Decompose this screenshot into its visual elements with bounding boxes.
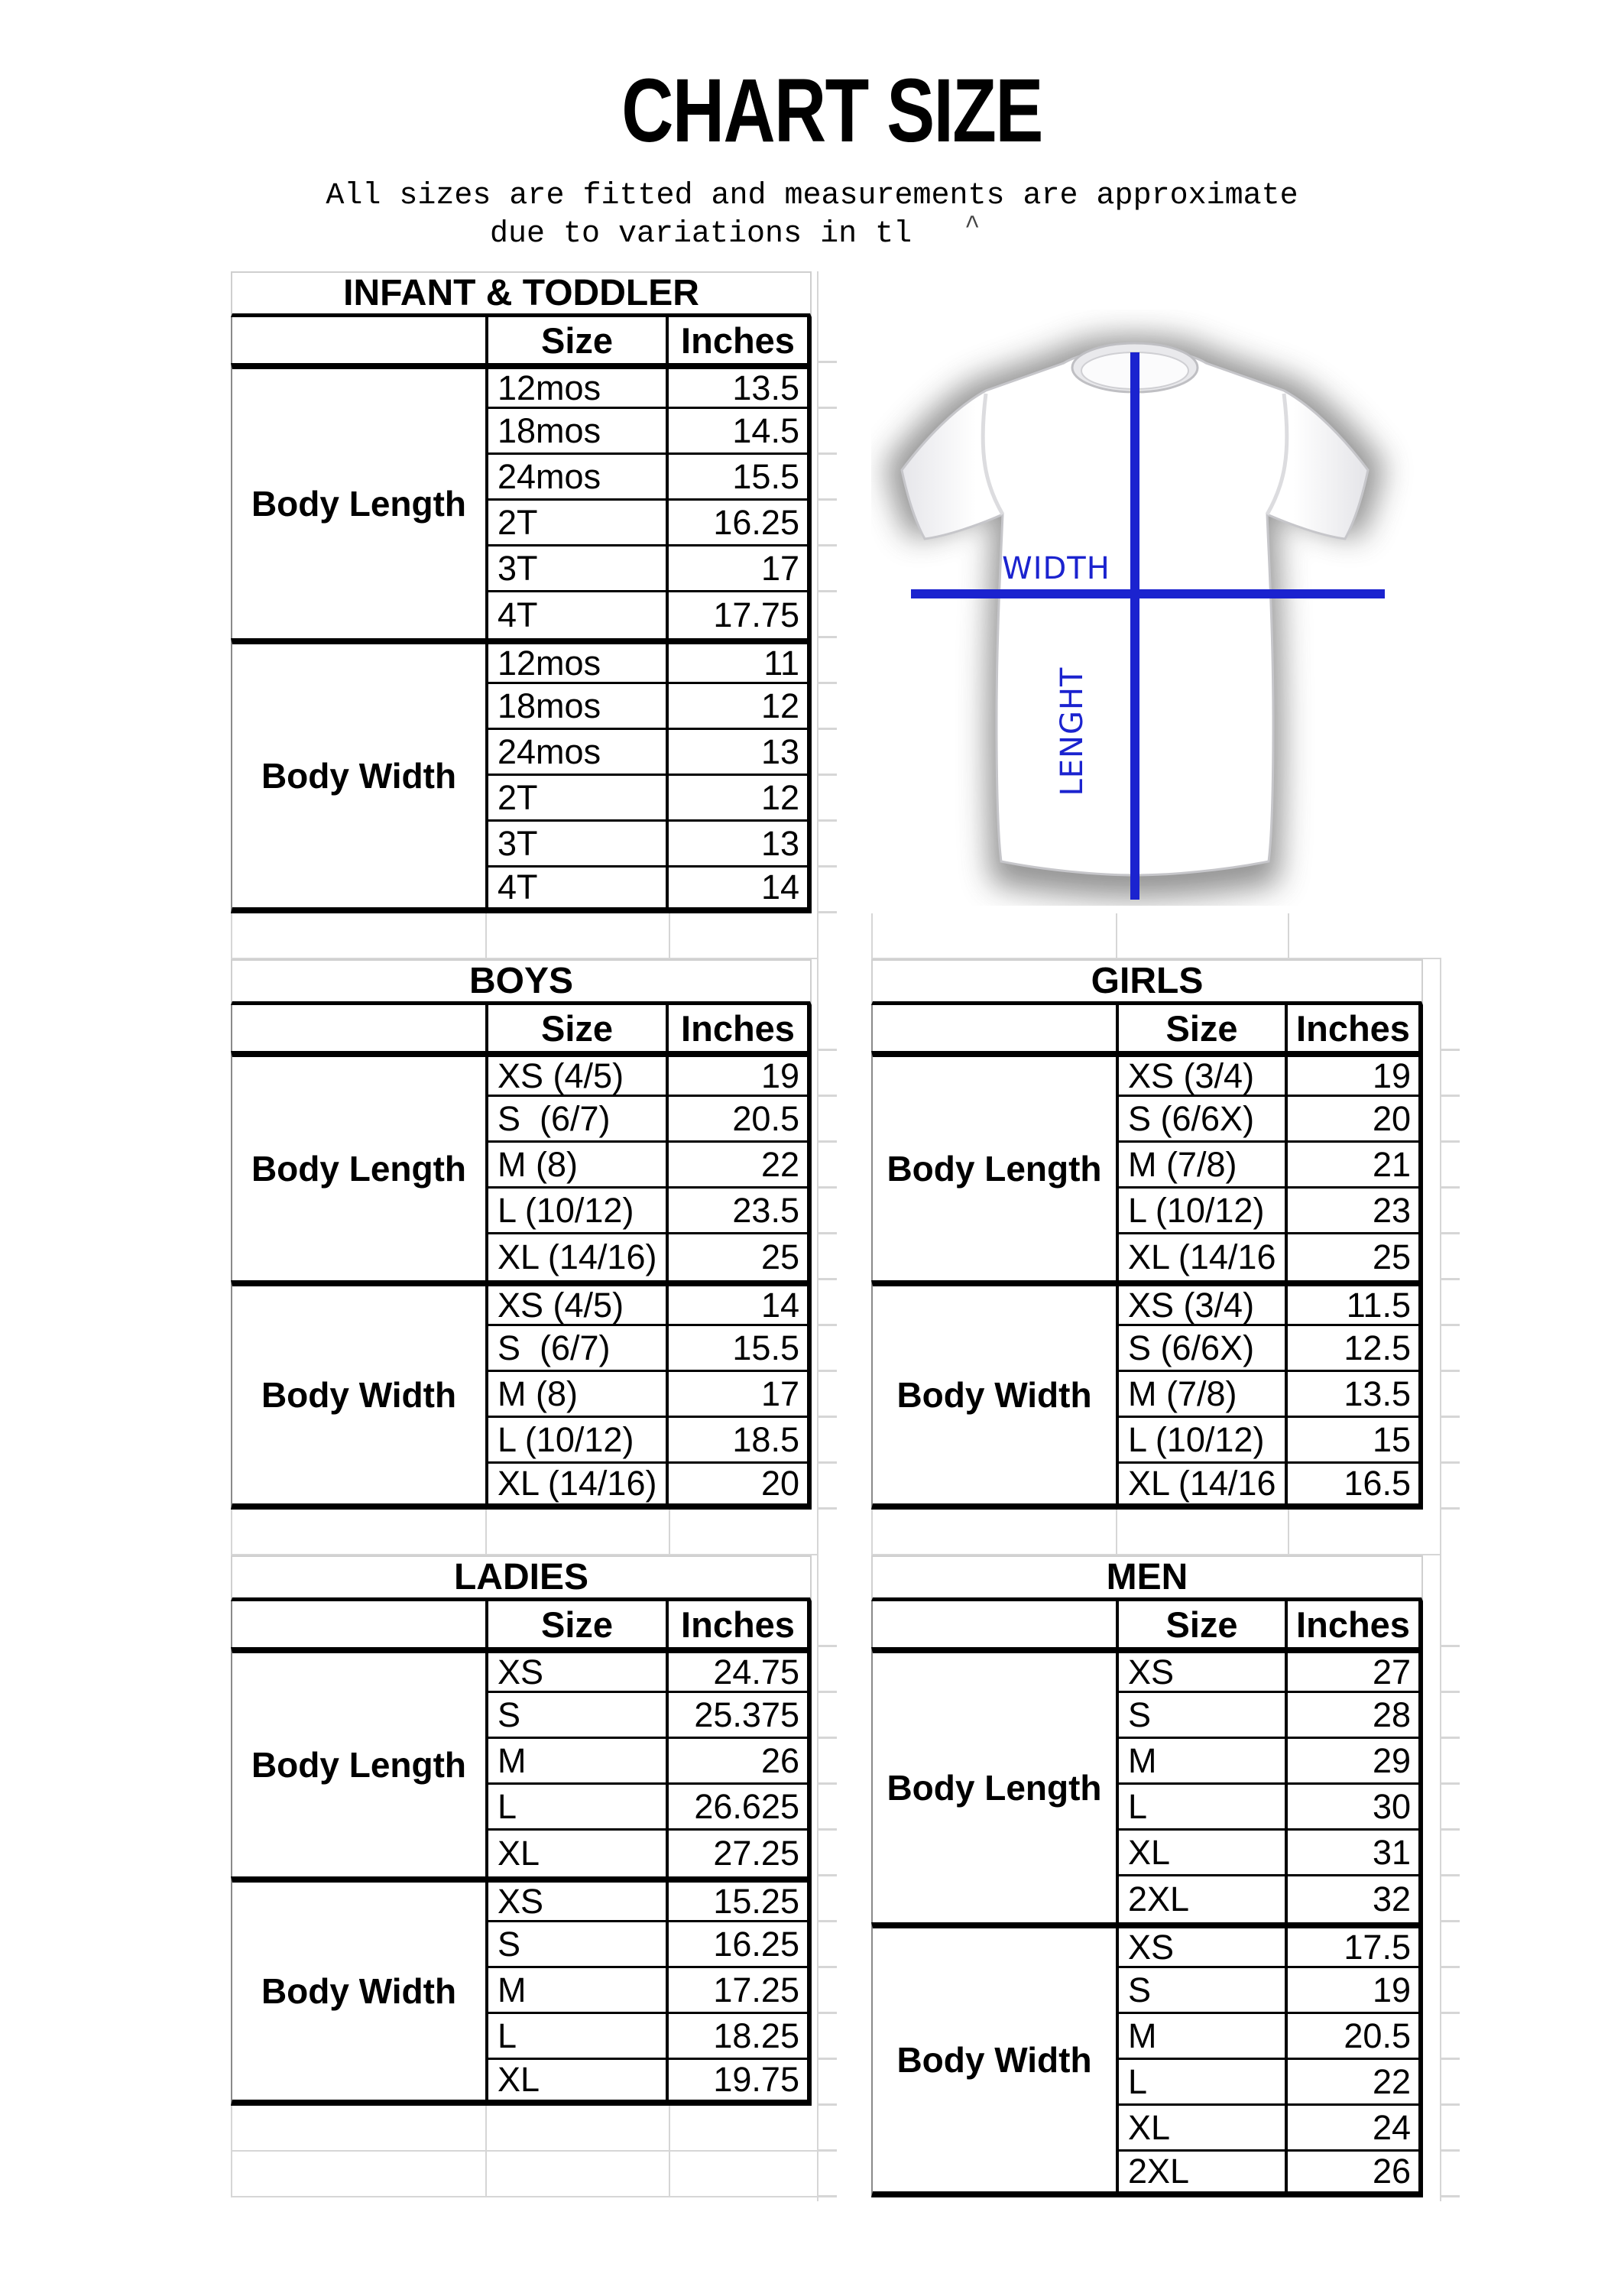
tshirt-image xyxy=(871,310,1475,906)
cell-inches: 20.5 xyxy=(1288,2014,1423,2060)
cell-inches: 12 xyxy=(669,776,812,822)
cell-size: L (10/12) xyxy=(1116,1189,1288,1234)
cell-inches: 14.5 xyxy=(669,409,812,455)
cell-inches: 17.5 xyxy=(1288,1922,1423,1968)
cell-size: M xyxy=(1116,1739,1288,1785)
cell-inches: 13.5 xyxy=(669,363,812,409)
row-group-label: Body Width xyxy=(871,1922,1116,2197)
cell-inches: 27 xyxy=(1288,1647,1423,1693)
column-header-size: Size xyxy=(485,1601,669,1647)
cell-size: XS xyxy=(485,1876,669,1922)
table-title: MEN xyxy=(871,1555,1423,1601)
cell-inches: 15.5 xyxy=(669,1326,812,1372)
ladies-table xyxy=(231,1555,812,2106)
cell-size: M (8) xyxy=(485,1143,669,1189)
length-line xyxy=(1130,352,1139,900)
table-title: GIRLS xyxy=(871,959,1423,1005)
cell-inches: 18.25 xyxy=(669,2014,812,2060)
header-spacer xyxy=(871,1601,1116,1647)
cell-size: L (10/12) xyxy=(485,1418,669,1464)
column-header-inches: Inches xyxy=(669,1601,812,1647)
cell-size: L xyxy=(1116,1785,1288,1831)
faint-gridline xyxy=(231,2106,232,2197)
cell-inches: 17 xyxy=(669,1372,812,1418)
faint-gridline xyxy=(1116,913,1117,959)
cell-size: M xyxy=(485,1968,669,2014)
faint-gridline xyxy=(871,913,873,959)
faint-gridline xyxy=(1441,1005,1460,1510)
cell-size: S (6/6X) xyxy=(1116,1326,1288,1372)
cell-size: 18mos xyxy=(485,409,669,455)
column-header-inches: Inches xyxy=(669,1005,812,1051)
faint-gridline xyxy=(231,2150,818,2152)
cell-inches: 14 xyxy=(669,1280,812,1326)
faint-gridline xyxy=(1288,1510,1289,1555)
faint-gridline xyxy=(485,1510,487,1555)
cell-inches: 18.5 xyxy=(669,1418,812,1464)
width-line xyxy=(911,589,1385,598)
cell-size: M xyxy=(485,1739,669,1785)
cell-inches: 23 xyxy=(1288,1189,1423,1234)
faint-gridline xyxy=(669,913,670,959)
faint-gridline xyxy=(818,1601,837,2197)
cell-inches: 12 xyxy=(669,684,812,730)
subtitle-line1: All sizes are fitted and measurements are approximate xyxy=(326,179,1298,213)
row-group-label: Body Width xyxy=(231,1876,485,2106)
cell-inches: 30 xyxy=(1288,1785,1423,1831)
faint-gridline xyxy=(818,317,837,913)
cell-size: XL xyxy=(485,1831,669,1876)
cell-size: XL xyxy=(1116,1831,1288,1876)
men-table xyxy=(871,1555,1423,2197)
cell-size: S (6/7) xyxy=(485,1326,669,1372)
faint-gridline xyxy=(231,913,232,959)
table-title: LADIES xyxy=(231,1555,812,1601)
cell-size: S (6/7) xyxy=(485,1097,669,1143)
cell-inches: 27.25 xyxy=(669,1831,812,1876)
cell-inches: 21 xyxy=(1288,1143,1423,1189)
faint-gridline xyxy=(871,1510,873,1555)
cell-size: XL xyxy=(485,2060,669,2106)
cell-inches: 20 xyxy=(1288,1097,1423,1143)
faint-gridline xyxy=(1441,1601,1460,2197)
row-group-label: Body Length xyxy=(871,1051,1116,1280)
cell-size: XS (3/4) xyxy=(1116,1280,1288,1326)
girls-table xyxy=(871,959,1423,1510)
column-header-size: Size xyxy=(1116,1005,1288,1051)
cell-inches: 13 xyxy=(669,822,812,868)
cell-size: XL (14/16) xyxy=(485,1234,669,1280)
cell-inches: 19 xyxy=(1288,1968,1423,2014)
cell-size: L xyxy=(1116,2060,1288,2106)
column-header-inches: Inches xyxy=(1288,1601,1423,1647)
cell-size: L xyxy=(485,1785,669,1831)
cell-inches: 16.5 xyxy=(1288,1464,1423,1510)
cell-size: XS (4/5) xyxy=(485,1280,669,1326)
row-group-label: Body Width xyxy=(231,1280,485,1510)
cell-inches: 11.5 xyxy=(1288,1280,1423,1326)
cell-size: 2T xyxy=(485,501,669,546)
cell-inches: 13 xyxy=(669,730,812,776)
faint-gridline xyxy=(1116,1510,1117,1555)
header-spacer xyxy=(231,1601,485,1647)
cell-inches: 20.5 xyxy=(669,1097,812,1143)
cell-inches: 26 xyxy=(1288,2152,1423,2197)
cell-size: XL (14/16 xyxy=(1116,1464,1288,1510)
faint-gridline xyxy=(818,1005,837,1510)
cell-size: M (8) xyxy=(485,1372,669,1418)
cell-inches: 14 xyxy=(669,868,812,913)
faint-gridline xyxy=(231,1510,232,1555)
cell-inches: 15 xyxy=(1288,1418,1423,1464)
column-header-inches: Inches xyxy=(1288,1005,1423,1051)
cell-size: 18mos xyxy=(485,684,669,730)
cell-size: 2XL xyxy=(1116,2152,1288,2197)
cell-size: 12mos xyxy=(485,363,669,409)
cell-size: XL (14/16 xyxy=(1116,1234,1288,1280)
cell-size: S xyxy=(1116,1693,1288,1739)
faint-gridline xyxy=(485,913,487,959)
tshirt-diagram xyxy=(871,310,1475,906)
cell-inches: 15.25 xyxy=(669,1876,812,1922)
cell-inches: 19 xyxy=(669,1051,812,1097)
cell-size: 4T xyxy=(485,592,669,638)
cell-size: L (10/12) xyxy=(485,1189,669,1234)
header-spacer xyxy=(231,1005,485,1051)
cell-size: 2T xyxy=(485,776,669,822)
cell-size: M (7/8) xyxy=(1116,1143,1288,1189)
header-spacer xyxy=(231,317,485,363)
cell-inches: 29 xyxy=(1288,1739,1423,1785)
cell-size: 2XL xyxy=(1116,1876,1288,1922)
cell-size: 24mos xyxy=(485,730,669,776)
faint-gridline xyxy=(485,2106,487,2197)
cell-inches: 23.5 xyxy=(669,1189,812,1234)
subtitle-line2: due to variations in tl xyxy=(490,217,912,251)
cell-size: M (7/8) xyxy=(1116,1372,1288,1418)
column-header-size: Size xyxy=(1116,1601,1288,1647)
row-group-label: Body Length xyxy=(231,1647,485,1876)
cell-size: L xyxy=(485,2014,669,2060)
cell-size: 3T xyxy=(485,546,669,592)
cell-size: XS (3/4) xyxy=(1116,1051,1288,1097)
row-group-label: Body Length xyxy=(231,1051,485,1280)
cell-inches: 13.5 xyxy=(1288,1372,1423,1418)
cell-size: XL (14/16) xyxy=(485,1464,669,1510)
cell-size: 3T xyxy=(485,822,669,868)
infant-toddler-table xyxy=(231,271,812,913)
cell-inches: 17 xyxy=(669,546,812,592)
table-title: BOYS xyxy=(231,959,812,1005)
page-title: CHART SIZE xyxy=(621,60,1042,161)
row-group-label: Body Length xyxy=(871,1647,1116,1922)
cell-size: XS xyxy=(485,1647,669,1693)
boys-table xyxy=(231,959,812,1510)
cell-inches: 32 xyxy=(1288,1876,1423,1922)
cell-inches: 26 xyxy=(669,1739,812,1785)
cell-inches: 26.625 xyxy=(669,1785,812,1831)
cell-size: XS (4/5) xyxy=(485,1051,669,1097)
cell-inches: 25 xyxy=(1288,1234,1423,1280)
subtitle-cut-mark: ^ xyxy=(964,212,981,242)
cell-inches: 31 xyxy=(1288,1831,1423,1876)
cell-size: XS xyxy=(1116,1647,1288,1693)
row-group-label: Body Width xyxy=(231,638,485,913)
cell-inches: 24.75 xyxy=(669,1647,812,1693)
cell-inches: 17.75 xyxy=(669,592,812,638)
faint-gridline xyxy=(231,2196,818,2197)
cell-inches: 28 xyxy=(1288,1693,1423,1739)
cell-size: S xyxy=(485,1693,669,1739)
width-label: WIDTH xyxy=(1002,551,1110,586)
cell-size: XS xyxy=(1116,1922,1288,1968)
cell-inches: 19.75 xyxy=(669,2060,812,2106)
cell-inches: 24 xyxy=(1288,2106,1423,2152)
column-header-size: Size xyxy=(485,1005,669,1051)
table-title: INFANT & TODDLER xyxy=(231,271,812,317)
cell-inches: 15.5 xyxy=(669,455,812,501)
cell-inches: 19 xyxy=(1288,1051,1423,1097)
row-group-label: Body Width xyxy=(871,1280,1116,1510)
cell-inches: 11 xyxy=(669,638,812,684)
length-label: LENGHT xyxy=(1055,666,1090,796)
cell-size: 24mos xyxy=(485,455,669,501)
header-spacer xyxy=(871,1005,1116,1051)
column-header-inches: Inches xyxy=(669,317,812,363)
row-group-label: Body Length xyxy=(231,363,485,638)
cell-inches: 20 xyxy=(669,1464,812,1510)
cell-size: S (6/6X) xyxy=(1116,1097,1288,1143)
cell-inches: 25.375 xyxy=(669,1693,812,1739)
cell-size: M xyxy=(1116,2014,1288,2060)
cell-size: XL xyxy=(1116,2106,1288,2152)
column-header-size: Size xyxy=(485,317,669,363)
cell-size: L (10/12) xyxy=(1116,1418,1288,1464)
faint-gridline xyxy=(669,2106,670,2197)
cell-inches: 22 xyxy=(1288,2060,1423,2106)
cell-inches: 16.25 xyxy=(669,1922,812,1968)
cell-inches: 22 xyxy=(669,1143,812,1189)
cell-size: 4T xyxy=(485,868,669,913)
cell-size: S xyxy=(1116,1968,1288,2014)
faint-gridline xyxy=(1288,913,1289,959)
cell-inches: 16.25 xyxy=(669,501,812,546)
cell-inches: 12.5 xyxy=(1288,1326,1423,1372)
faint-gridline xyxy=(669,1510,670,1555)
cell-size: S xyxy=(485,1922,669,1968)
cell-size: 12mos xyxy=(485,638,669,684)
cell-inches: 25 xyxy=(669,1234,812,1280)
cell-inches: 17.25 xyxy=(669,1968,812,2014)
